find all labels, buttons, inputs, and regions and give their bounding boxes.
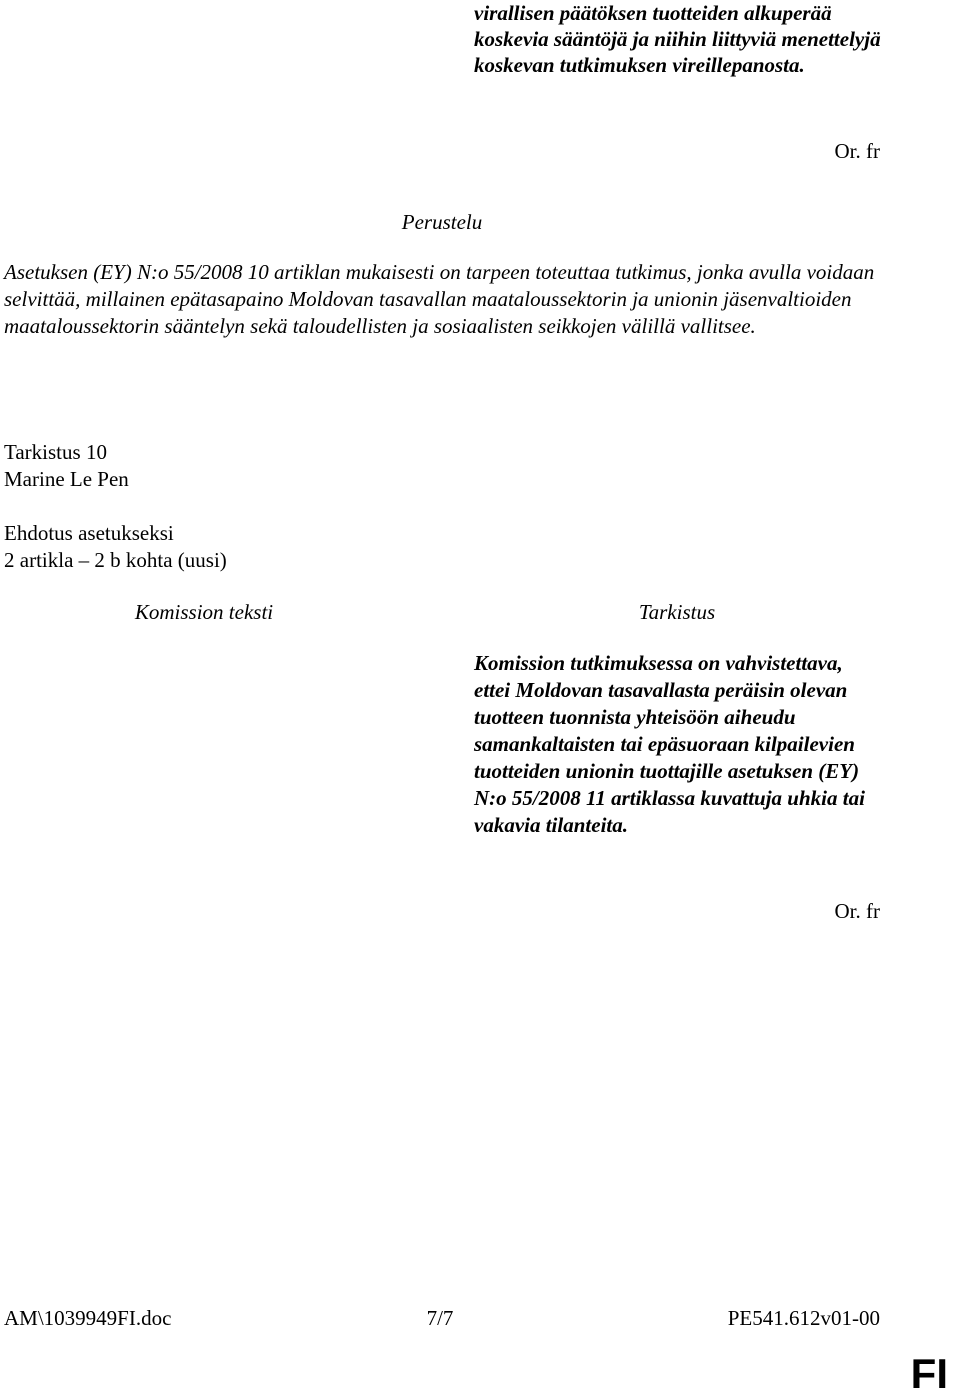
language-badge: FI [910, 1350, 948, 1397]
previous-amendment-continuation: virallisen päätöksen tuotteiden alkuperää koskevia sääntöjä ja niihin liittyviä menettelyjä koskevan tutkimuksen vireillepanosta. [474, 1, 881, 77]
footer-pe-number: PE541.612v01-00 [727, 1306, 880, 1330]
original-language-note-amendment: Or. fr [834, 899, 880, 923]
commission-text-column-header: Komission teksti [134, 600, 274, 624]
amendment-author: Marine Le Pen [4, 467, 129, 491]
amendment-number: Tarkistus 10 [4, 440, 107, 464]
justification-body: Asetuksen (EY) N:o 55/2008 10 artiklan mukaisesti on tarpeen toteuttaa tutkimus, jonka avulla voidaan selvittää, millainen epätasapaino Moldovan tasavallan maataloussektorin ja unionin jäsenvaltioiden maataloussektorin sääntelyn sekä taloudellisten ja sosiaalisten seikkojen välillä vallitsee. [4, 260, 875, 338]
justification-heading: Perustelu [401, 210, 483, 234]
amendment-text: Komission tutkimuksessa on vahvistettava, ettei Moldovan tasavallasta peräisin olevan tuotteen tuonnista yhteisöön aiheudu samankaltaisten tai epäsuoraan kilpailevien tuotteiden unionin tuottajille asetuksen (EY) N:o 55/2008 11 artiklassa kuvattuja uhkia tai vakavia tilanteita. [474, 651, 865, 837]
proposal-title: Ehdotus asetukseksi [4, 521, 174, 545]
original-language-note: Or. fr [834, 139, 880, 163]
article-reference: 2 artikla – 2 b kohta (uusi) [4, 548, 227, 572]
footer-document-reference: AM\1039949FI.doc [4, 1306, 172, 1330]
amendment-column-header: Tarkistus [638, 600, 716, 624]
footer-page-number: 7/7 [426, 1306, 454, 1330]
